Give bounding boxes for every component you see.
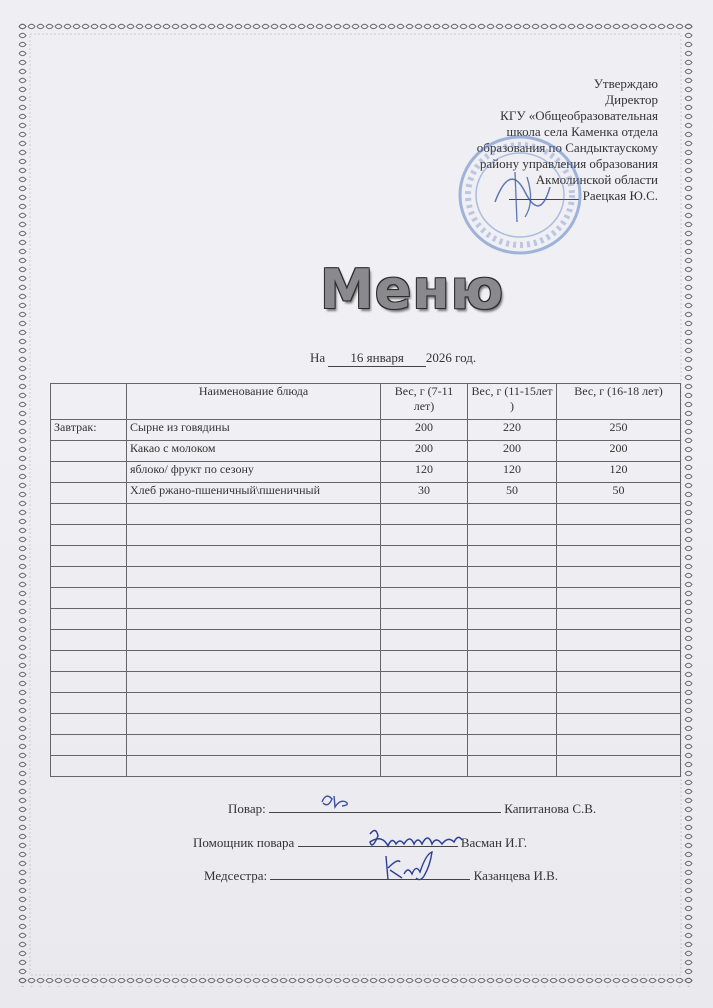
weight-cell: 120 [381, 462, 468, 483]
empty-cell [557, 567, 681, 588]
empty-cell [127, 651, 381, 672]
weight-cell: 250 [557, 420, 681, 441]
date-line [310, 350, 476, 367]
empty-cell [381, 588, 468, 609]
table-row [51, 483, 681, 504]
empty-cell [127, 672, 381, 693]
empty-table-row [51, 546, 681, 567]
dish-cell: Хлеб ржано-пшеничный\пшеничный [127, 483, 381, 504]
empty-cell [381, 714, 468, 735]
weight-cell: 120 [468, 462, 557, 483]
empty-table-row [51, 525, 681, 546]
empty-cell [127, 546, 381, 567]
meal-cell [51, 462, 127, 483]
cook-name: Капитанова С.В. [504, 801, 597, 816]
empty-cell [51, 756, 127, 777]
table-row [51, 462, 681, 483]
menu-table [50, 383, 681, 777]
empty-cell [468, 546, 557, 567]
empty-cell [557, 714, 681, 735]
empty-cell [468, 756, 557, 777]
assistant-label: Помощник повара [193, 835, 295, 850]
empty-cell [381, 504, 468, 525]
empty-cell [51, 609, 127, 630]
empty-cell [51, 567, 127, 588]
nurse-signature [380, 848, 440, 888]
weight-cell: 50 [557, 483, 681, 504]
dish-cell: Сырне из говядины [127, 420, 381, 441]
column-header: Вес, г (11-15лет ) [468, 384, 557, 420]
meal-cell [51, 441, 127, 462]
empty-cell [468, 714, 557, 735]
empty-cell [468, 567, 557, 588]
empty-table-row [51, 588, 681, 609]
approval-line: Утверждаю [593, 76, 658, 91]
empty-cell [381, 756, 468, 777]
column-header [51, 384, 127, 420]
empty-cell [557, 651, 681, 672]
empty-table-row [51, 714, 681, 735]
empty-cell [51, 630, 127, 651]
empty-cell [51, 714, 127, 735]
weight-cell: 200 [468, 441, 557, 462]
empty-cell [468, 735, 557, 756]
empty-cell [557, 756, 681, 777]
empty-cell [557, 735, 681, 756]
menu-table-body [51, 420, 681, 777]
empty-cell [51, 651, 127, 672]
empty-cell [468, 672, 557, 693]
nurse-name: Казанцева И.В. [473, 868, 559, 883]
empty-cell [468, 525, 557, 546]
cook-signature-line [228, 801, 596, 817]
empty-cell [127, 630, 381, 651]
empty-cell [557, 672, 681, 693]
empty-cell [381, 546, 468, 567]
empty-table-row [51, 567, 681, 588]
weight-cell: 120 [557, 462, 681, 483]
meal-cell: Завтрак: [51, 420, 127, 441]
assistant-name: Васман И.Г. [460, 835, 528, 850]
empty-cell [468, 588, 557, 609]
empty-cell [127, 714, 381, 735]
empty-cell [127, 525, 381, 546]
column-header: Наименование блюда [127, 384, 381, 420]
empty-cell [381, 630, 468, 651]
empty-cell [557, 546, 681, 567]
round-stamp [455, 132, 585, 258]
cook-label: Повар: [228, 801, 266, 816]
weight-cell: 50 [468, 483, 557, 504]
date-year: 2026 год. [425, 350, 477, 365]
empty-table-row [51, 651, 681, 672]
assistant-signature-line [193, 835, 527, 851]
approval-line: Директор [605, 92, 658, 107]
nurse-label: Медсестра: [204, 868, 268, 883]
approval-line: школа села Каменка отдела [506, 124, 658, 139]
empty-cell [127, 609, 381, 630]
empty-cell [51, 525, 127, 546]
director-name: Раецкая Ю.С. [582, 188, 658, 203]
empty-cell [381, 693, 468, 714]
date-day: 16 января [328, 350, 425, 367]
date-prefix: На [310, 350, 326, 365]
empty-cell [51, 672, 127, 693]
empty-cell [381, 609, 468, 630]
empty-cell [127, 567, 381, 588]
empty-cell [468, 693, 557, 714]
approval-line: КГУ «Общеобразовательная [500, 108, 658, 123]
dish-cell: яблоко/ фрукт по сезону [127, 462, 381, 483]
empty-table-row [51, 756, 681, 777]
page-title: Меню [320, 258, 505, 321]
empty-table-row [51, 693, 681, 714]
empty-cell [51, 504, 127, 525]
empty-cell [557, 693, 681, 714]
meal-cell [51, 483, 127, 504]
empty-cell [468, 651, 557, 672]
dish-cell: Какао с молоком [127, 441, 381, 462]
empty-cell [557, 504, 681, 525]
empty-cell [557, 630, 681, 651]
empty-cell [468, 630, 557, 651]
empty-cell [51, 546, 127, 567]
empty-cell [127, 588, 381, 609]
empty-cell [381, 651, 468, 672]
empty-table-row [51, 735, 681, 756]
empty-cell [127, 693, 381, 714]
table-header-row [51, 384, 681, 420]
empty-cell [381, 567, 468, 588]
table-row [51, 441, 681, 462]
approval-line: району управления образования [479, 156, 658, 171]
table-row [51, 420, 681, 441]
weight-cell: 200 [557, 441, 681, 462]
empty-cell [468, 609, 557, 630]
empty-table-row [51, 630, 681, 651]
empty-cell [51, 693, 127, 714]
empty-cell [127, 504, 381, 525]
empty-cell [468, 504, 557, 525]
cook-signature [318, 790, 358, 812]
weight-cell: 200 [381, 441, 468, 462]
empty-table-row [51, 504, 681, 525]
empty-cell [557, 525, 681, 546]
empty-table-row [51, 609, 681, 630]
empty-cell [557, 609, 681, 630]
empty-cell [51, 588, 127, 609]
column-header: Вес, г (7-11 лет) [381, 384, 468, 420]
empty-cell [381, 735, 468, 756]
column-header: Вес, г (16-18 лет) [557, 384, 681, 420]
empty-cell [127, 756, 381, 777]
empty-cell [127, 735, 381, 756]
empty-cell [557, 588, 681, 609]
empty-cell [381, 525, 468, 546]
approval-line: образования по Сандыктаускому [476, 140, 658, 155]
weight-cell: 200 [381, 420, 468, 441]
weight-cell: 30 [381, 483, 468, 504]
empty-cell [381, 672, 468, 693]
weight-cell: 220 [468, 420, 557, 441]
empty-table-row [51, 672, 681, 693]
approval-line: Акмолинской области [535, 172, 658, 187]
empty-cell [51, 735, 127, 756]
